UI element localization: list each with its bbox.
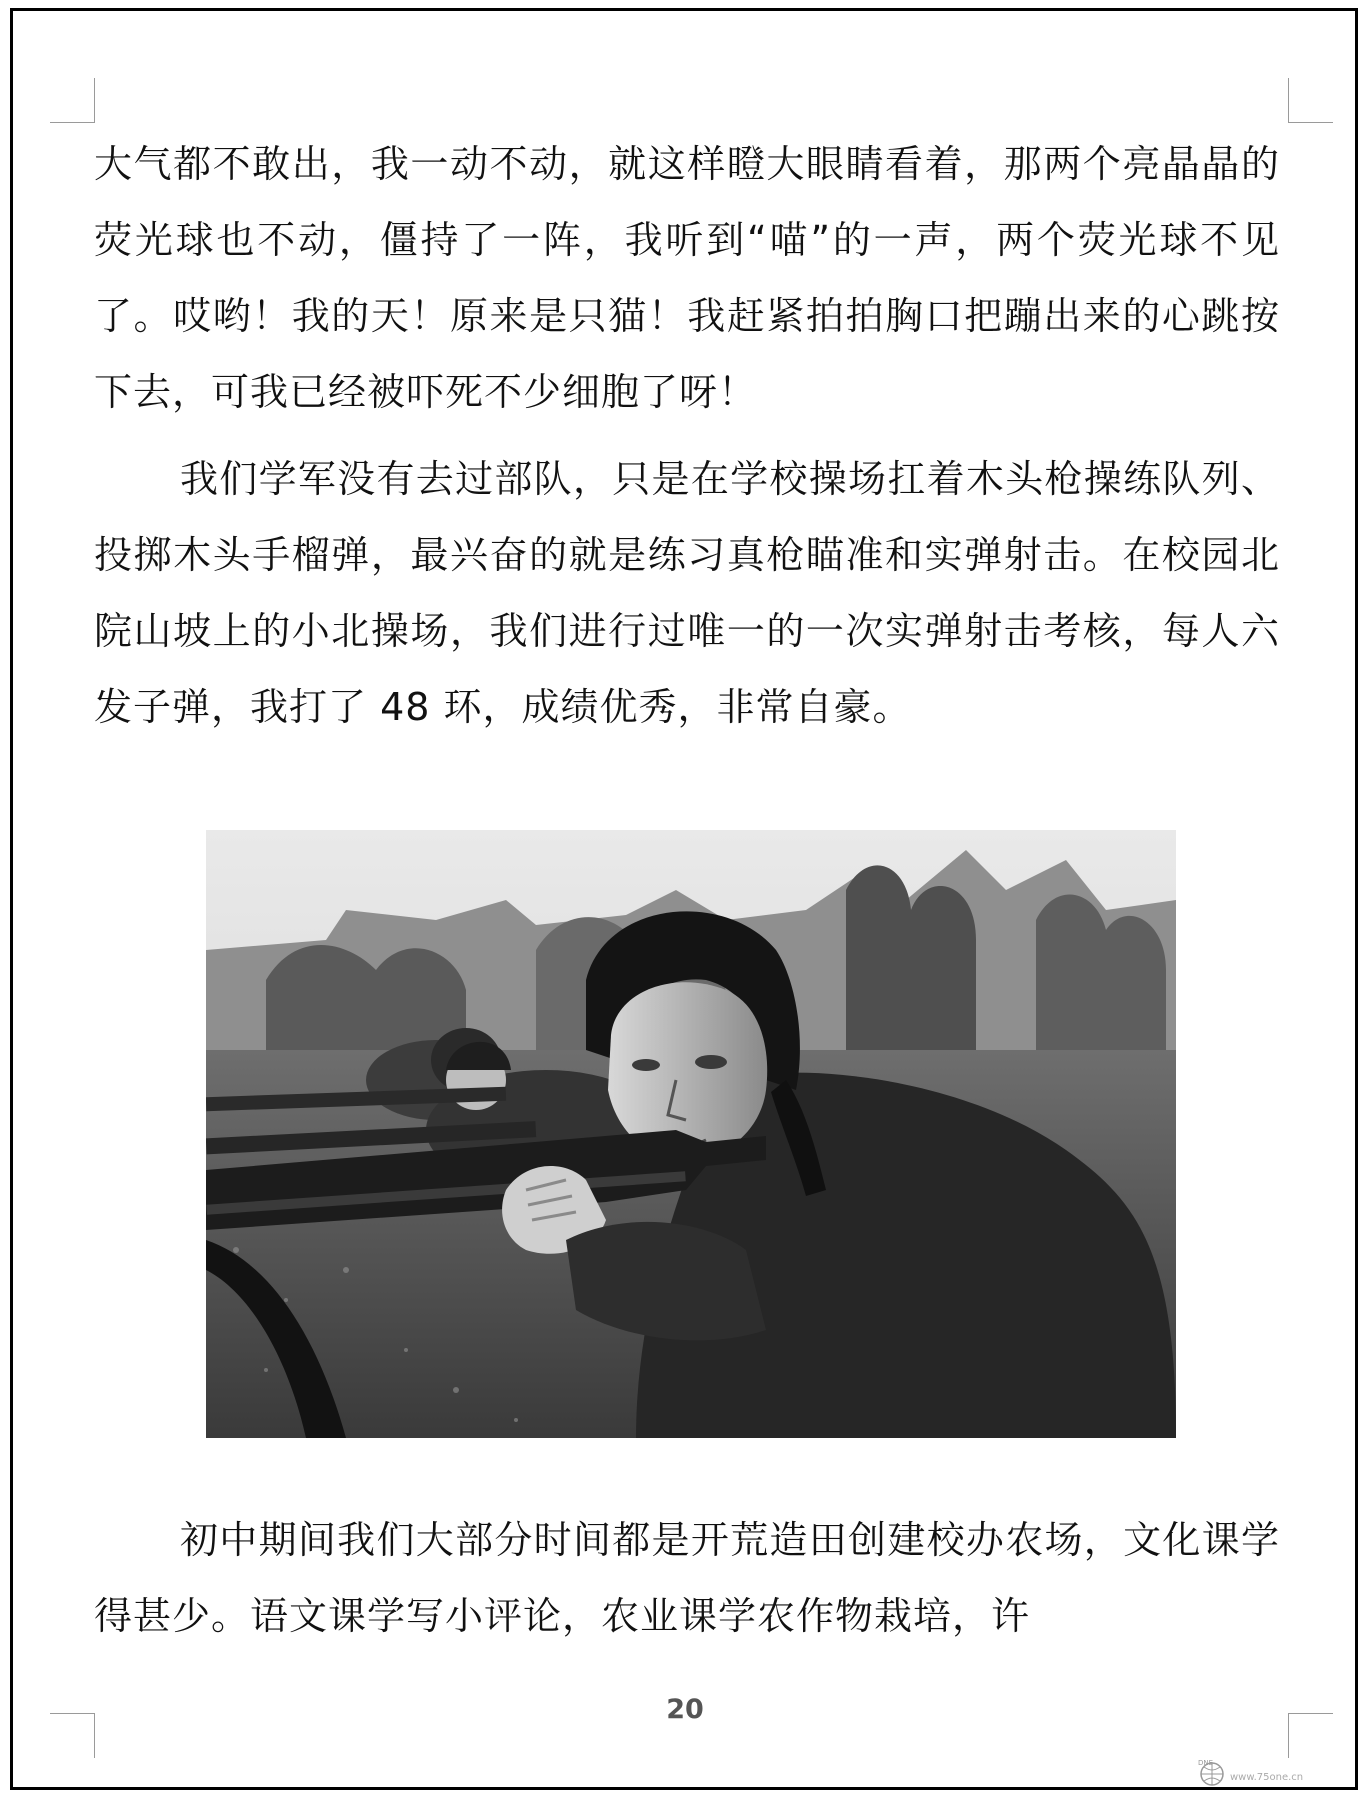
- paragraph-shooting-practice: 我们学军没有去过部队，只是在学校操场扛着木头枪操练队列、投掷木头手榴弹，最兴奋的就是练习真枪瞄准和实弹射击。在校园北院山坡上的小北操场，我们进行过唯一的一次实弹射击考核，每人六发子弹，我打了 48 环，成绩优秀，非常自豪。: [94, 457, 1280, 729]
- photo-girls-rifle-practice: [206, 830, 1176, 1438]
- site-watermark: [1190, 1758, 1358, 1788]
- page-number: 20: [666, 1694, 704, 1725]
- crop-mark-top-right: [1288, 78, 1333, 123]
- watermark-url: www.75one.cn: [1230, 1772, 1304, 1783]
- paragraph-farm-labor: 初中期间我们大部分时间都是开荒造田创建校办农场，文化课学得甚少。语文课学写小评论，农业课学农作物栽培，许: [94, 1518, 1280, 1638]
- crop-mark-bottom-left: [50, 1713, 95, 1758]
- crop-mark-bottom-right: [1288, 1713, 1333, 1758]
- watermark-logo-text: DNE: [1198, 1759, 1214, 1767]
- crop-mark-top-left: [50, 78, 95, 123]
- paragraph-continuation: 大气都不敢出，我一动不动，就这样瞪大眼睛看着，那两个亮晶晶的荧光球也不动，僵持了一阵，我听到“喵”的一声，两个荧光球不见了。哎哟！我的天！原来是只猫！我赶紧拍拍胸口把蹦出来的心跳按下去，可我已经被吓死不少细胞了呀！: [94, 142, 1280, 414]
